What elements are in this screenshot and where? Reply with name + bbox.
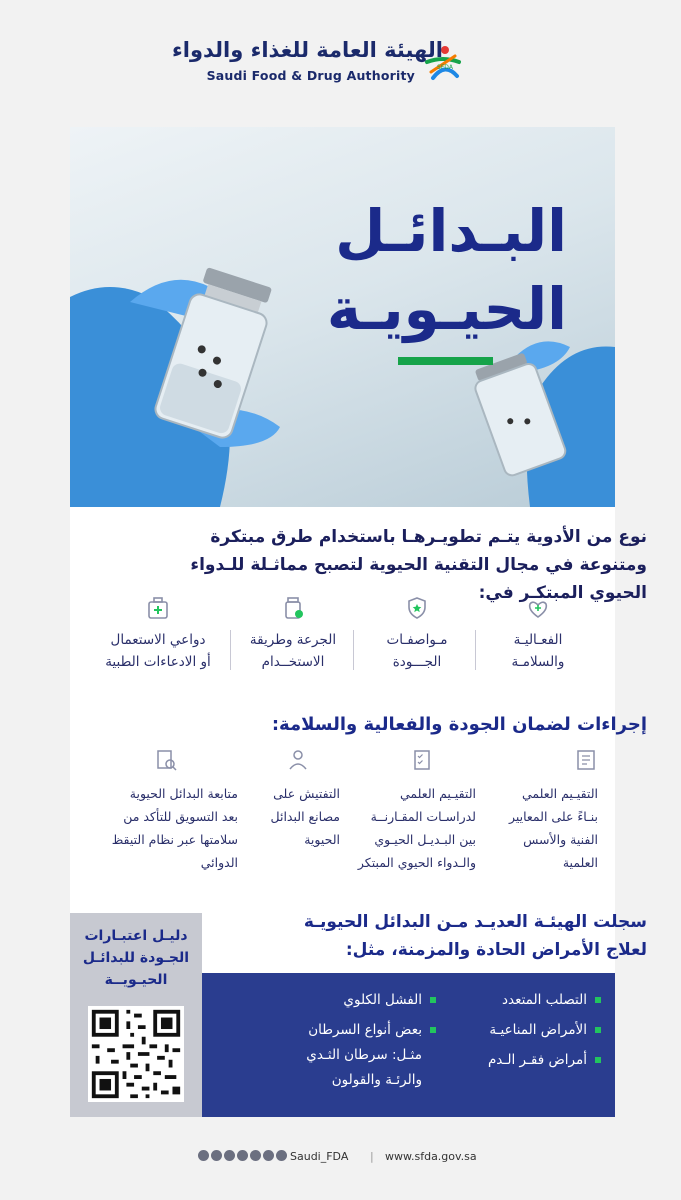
instagram-icon[interactable] xyxy=(263,1150,274,1161)
procedure-line: الفنية والأسس xyxy=(523,832,598,847)
condition-item-continued: مثـل: سرطان الثـدي xyxy=(306,1047,422,1063)
document-search-icon xyxy=(154,748,178,772)
procedure-line: التفتيش على xyxy=(273,786,340,801)
feature-efficacy-safety xyxy=(478,595,598,673)
feature-quality-specs xyxy=(357,595,477,673)
condition-item xyxy=(343,990,436,1010)
tiktok-icon[interactable] xyxy=(276,1150,287,1161)
facebook-icon[interactable] xyxy=(250,1150,261,1161)
bullet xyxy=(595,1057,601,1063)
intro-paragraph: نوع من الأدوية يتـم تطويـرهـا باستخدام طرق مبتكرة ومتنوعة في مجال التقنية الحيوية لتصبح مماثـلة للـدواء الحيوي المبتكـر في: xyxy=(190,527,647,603)
hero-banner xyxy=(70,127,615,507)
x-icon[interactable] xyxy=(198,1150,209,1161)
condition-item xyxy=(502,990,601,1010)
logo-english-name: Saudi Food & Drug Authority xyxy=(206,68,415,83)
feature-label-line2: الاستخــدام xyxy=(261,654,325,670)
condition-label: أمراض فقـر الـدم xyxy=(487,1052,587,1068)
procedure-line: الحيوية xyxy=(304,832,340,847)
condition-label: بعض أنواع السرطان xyxy=(308,1022,422,1038)
procedure-line: متابعة البدائل الحيوية xyxy=(129,786,238,801)
footer-separator: | xyxy=(370,1150,374,1163)
sfda-logo-text: SFDA xyxy=(437,64,453,71)
guide-qr-code[interactable] xyxy=(88,1006,184,1102)
bullet xyxy=(430,1027,436,1033)
feature-divider xyxy=(353,630,354,670)
inspector-icon xyxy=(286,748,310,772)
feature-indications xyxy=(88,595,228,673)
procedure-line: بين البـديـل الحيـوي xyxy=(374,832,476,847)
feature-label-line1: دواعي الاستعمال xyxy=(110,632,206,648)
procedure-line: الدوائي xyxy=(200,855,238,870)
book-icon xyxy=(574,748,598,772)
procedure-item xyxy=(478,748,598,874)
condition-label: التصلب المتعدد xyxy=(501,992,587,1008)
feature-dosage xyxy=(233,595,353,673)
procedure-line: التقيـيم العلمي xyxy=(522,786,598,801)
hero-title-line1: البـدائـل xyxy=(335,197,567,265)
procedures-title: إجراءات لضمان الجودة والفعالية والسلامة: xyxy=(271,714,647,735)
feature-label-line1: الجرعة وطريقة xyxy=(249,632,337,648)
shield-star-icon xyxy=(404,595,430,621)
linkedin-icon[interactable] xyxy=(237,1150,248,1161)
guide-title xyxy=(70,925,202,991)
bullet xyxy=(595,1027,601,1033)
procedure-line: مصانع البدائل xyxy=(270,809,340,824)
feature-label-line1: مـواصفـات xyxy=(386,632,448,648)
feature-label-line2: أو الادعاءات الطبية xyxy=(105,654,211,670)
bullet xyxy=(595,997,601,1003)
procedure-line: التقيـيم العلمي xyxy=(400,786,476,801)
procedure-line: لدراسـات المقـارنــة xyxy=(370,809,476,824)
guide-title-line3: الحيـويــة xyxy=(104,972,168,988)
condition-item-continued: والرئـة والقولون xyxy=(331,1072,422,1088)
procedure-line: بعد التسويق للتأكد من xyxy=(123,809,238,824)
condition-label: الفشل الكلوي xyxy=(343,992,422,1008)
condition-item xyxy=(488,1050,601,1070)
feature-divider xyxy=(230,630,231,670)
procedure-line: سلامتها عبر نظام التيقظ xyxy=(111,832,238,847)
snapchat-icon[interactable] xyxy=(211,1150,222,1161)
procedure-item xyxy=(348,748,476,874)
heart-shield-icon xyxy=(525,595,551,621)
feature-label-line2: الجـــودة xyxy=(392,654,442,670)
medicine-bottle-icon xyxy=(280,595,306,621)
registered-title: سجلت الهيئـة العديـد مـن البدائل الحيويـة لعلاج الأمراض الحادة والمزمنة، مثل: xyxy=(303,912,647,960)
youtube-icon[interactable] xyxy=(224,1150,235,1161)
website-link[interactable]: www.sfda.gov.sa xyxy=(385,1150,477,1163)
procedure-line: والـدواء الحيوي المبتكر xyxy=(357,855,476,870)
procedure-item xyxy=(88,748,238,874)
medical-bag-icon xyxy=(145,595,171,621)
feature-label-line1: الفعـاليـة xyxy=(513,632,563,648)
logo-arabic-name: الهيئة العامة للغذاء والدواء xyxy=(172,38,443,62)
procedure-line: بنـاءً على المعايير xyxy=(508,809,598,824)
guide-title-line2: الجـودة للبدائـل xyxy=(82,950,190,966)
condition-item xyxy=(308,1020,436,1040)
guide-title-line1: دليـل اعتبـارات xyxy=(84,928,188,944)
qr-code-icon xyxy=(88,1006,184,1102)
checklist-icon xyxy=(410,748,434,772)
condition-item xyxy=(489,1020,601,1040)
procedure-item xyxy=(240,748,340,851)
hero-accent-bar xyxy=(398,357,493,365)
social-handle[interactable]: Saudi_FDA xyxy=(290,1150,349,1163)
hero-title-line2: الحيـويـة xyxy=(326,275,567,343)
procedure-line: العلمية xyxy=(562,855,598,870)
feature-label-line2: والسلامـة xyxy=(511,654,565,670)
condition-label: الأمراض المناعيـة xyxy=(489,1022,587,1038)
bullet xyxy=(430,997,436,1003)
